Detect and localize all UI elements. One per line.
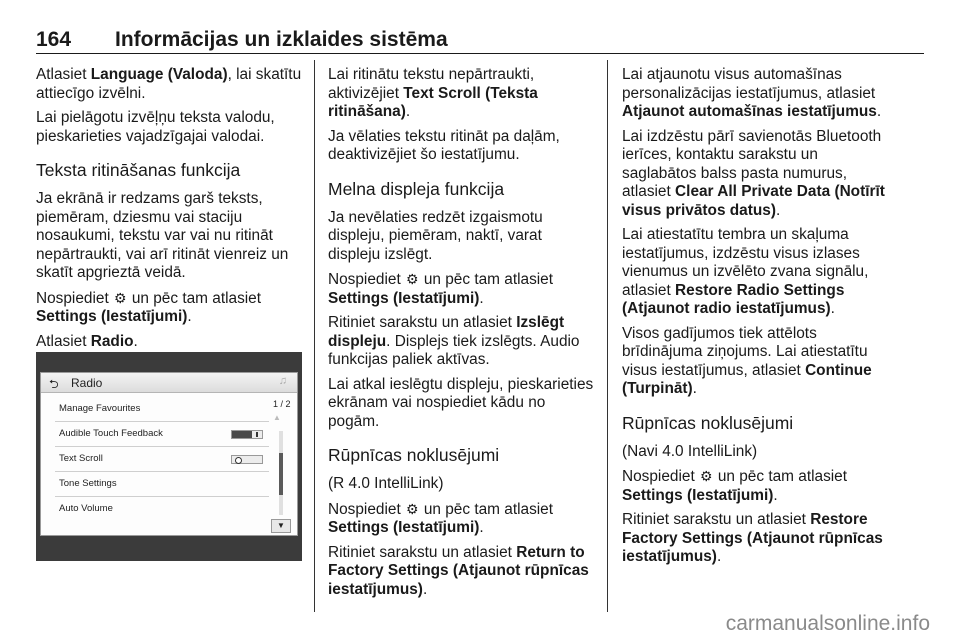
scroll-up-icon[interactable]: ▲ [273, 413, 281, 422]
paragraph: Lai atjaunotu visus automašīnas personalizācijas iestatījumus, atlasiet Atjaunot automašīnas iestatījumus. [622, 66, 882, 120]
column-3 [622, 66, 894, 573]
column-1 [36, 66, 304, 357]
column-divider [607, 60, 608, 612]
section-heading: Melna displeja funkcija [328, 178, 505, 199]
paragraph: Ritiniet sarakstu un atlasiet Restore Factory Settings (Atjaunot rūpnīcas iestatījumus). [622, 511, 883, 565]
list-item[interactable]: Auto Volume [59, 503, 113, 514]
paragraph: Ja vēlaties tekstu ritināt pa daļām, deaktivizējiet šo iestatījumu. [328, 127, 560, 163]
page-number: 164 [36, 28, 72, 51]
page-title: Informācijas un izklaides sistēma [115, 28, 448, 51]
gear-icon: ⚙ [700, 468, 713, 484]
paragraph: Lai pielāgotu izvēļņu teksta valodu, pieskarieties vajadzīgajai valodai. [36, 109, 275, 145]
paragraph: Atlasiet Language (Valoda), lai skatītu attiecīgo izvēlni. [36, 66, 302, 102]
paragraph: Visos gadījumos tiek attēlots brīdinājuma ziņojums. Lai atiestatītu visus iestatījumus, atlasiet Continue (Turpināt). [622, 324, 872, 397]
gear-icon: ⚙ [406, 500, 419, 517]
radio-settings-screenshot [36, 352, 302, 561]
music-note-icon[interactable]: ♫ [278, 375, 287, 387]
paragraph: Nospiediet ⚙ un pēc tam atlasiet Settings (Iestatījumi). [36, 289, 262, 325]
watermark: carmanualsonline.info [725, 612, 930, 635]
paragraph: Ritiniet sarakstu un atlasiet Izslēgt displeju. Displejs tiek izslēgts. Audio funkcijas paliek aktīvas. [328, 314, 580, 368]
paragraph: Lai atiestatītu tembra un skaļuma iestatījumus, izdzēstu visus izlases vienumus un izvēlēto zvana signālu, atlasiet Restore Radio Settings (Atjaunot radio iestatījumus). [622, 226, 869, 317]
screen-title: Radio [71, 376, 103, 390]
scrollbar-thumb[interactable] [279, 453, 283, 495]
paragraph: Atlasiet Radio. [36, 332, 138, 350]
paragraph: Ja nevēlaties redzēt izgaismotu displeju, piemēram, naktī, varat displeju izslēgt. [328, 208, 543, 263]
list-item[interactable]: Text Scroll [55, 447, 269, 472]
list-item[interactable]: Audible Touch Feedback [55, 422, 269, 447]
toggle-switch[interactable] [231, 455, 263, 464]
list-item[interactable]: Manage Favourites [55, 397, 269, 422]
list-item[interactable]: Tone Settings [55, 472, 269, 497]
paragraph: Nospiediet ⚙ un pēc tam atlasiet Settings (Iestatījumi). [622, 468, 848, 504]
section-heading: Rūpnīcas noklusējumi [622, 412, 794, 433]
paragraph: (R 4.0 IntelliLink) [328, 475, 444, 492]
paragraph: Ja ekrānā ir redzams garš teksts, piemēram, dziesmu vai staciju nosaukumi, tekstu var vai nu ritināt nepārtraukti, vai arī ritināt vienreiz un skatīt apgrieztā veidā. [36, 190, 289, 281]
gear-icon: ⚙ [114, 289, 127, 306]
column-divider [314, 60, 315, 612]
page-header [36, 28, 924, 54]
scroll-down-icon: ▼ [277, 521, 285, 530]
column-2 [328, 66, 594, 605]
scroll-down-button[interactable] [271, 519, 291, 533]
back-arrow-icon[interactable]: ⮌ [49, 377, 59, 391]
page-indicator: 1 / 2 [273, 399, 291, 409]
paragraph: Ritiniet sarakstu un atlasiet Return to Factory Settings (Atjaunot rūpnīcas iestatījumus). [328, 543, 589, 598]
radio-screen [40, 372, 298, 536]
paragraph: Lai izdzēstu pārī savienotās Bluetooth ierīces, kontaktu sarakstu un saglabātos balss pasta numurus, atlasiet Clear All Private Data (Notīrīt visus privātos datus). [622, 127, 885, 219]
settings-list [55, 397, 269, 522]
toggle-switch[interactable] [231, 430, 263, 439]
section-heading: Rūpnīcas noklusējumi [328, 445, 500, 465]
paragraph: (Navi 4.0 IntelliLink) [622, 442, 758, 460]
paragraph: Nospiediet ⚙ un pēc tam atlasiet Settings (Iestatījumi). [328, 500, 554, 536]
paragraph: Lai ritinātu tekstu nepārtraukti, aktivizējiet Text Scroll (Teksta ritināšana). [328, 66, 538, 120]
gear-icon: ⚙ [406, 271, 419, 287]
paragraph: Lai atkal ieslēgtu displeju, pieskarieties ekrānam vai nospiediet kādu no pogām. [328, 375, 594, 430]
paragraph: Nospiediet ⚙ un pēc tam atlasiet Settings (Iestatījumi). [328, 271, 554, 307]
section-heading: Teksta ritināšanas funkcija [36, 160, 241, 180]
screen-titlebar [41, 373, 297, 393]
